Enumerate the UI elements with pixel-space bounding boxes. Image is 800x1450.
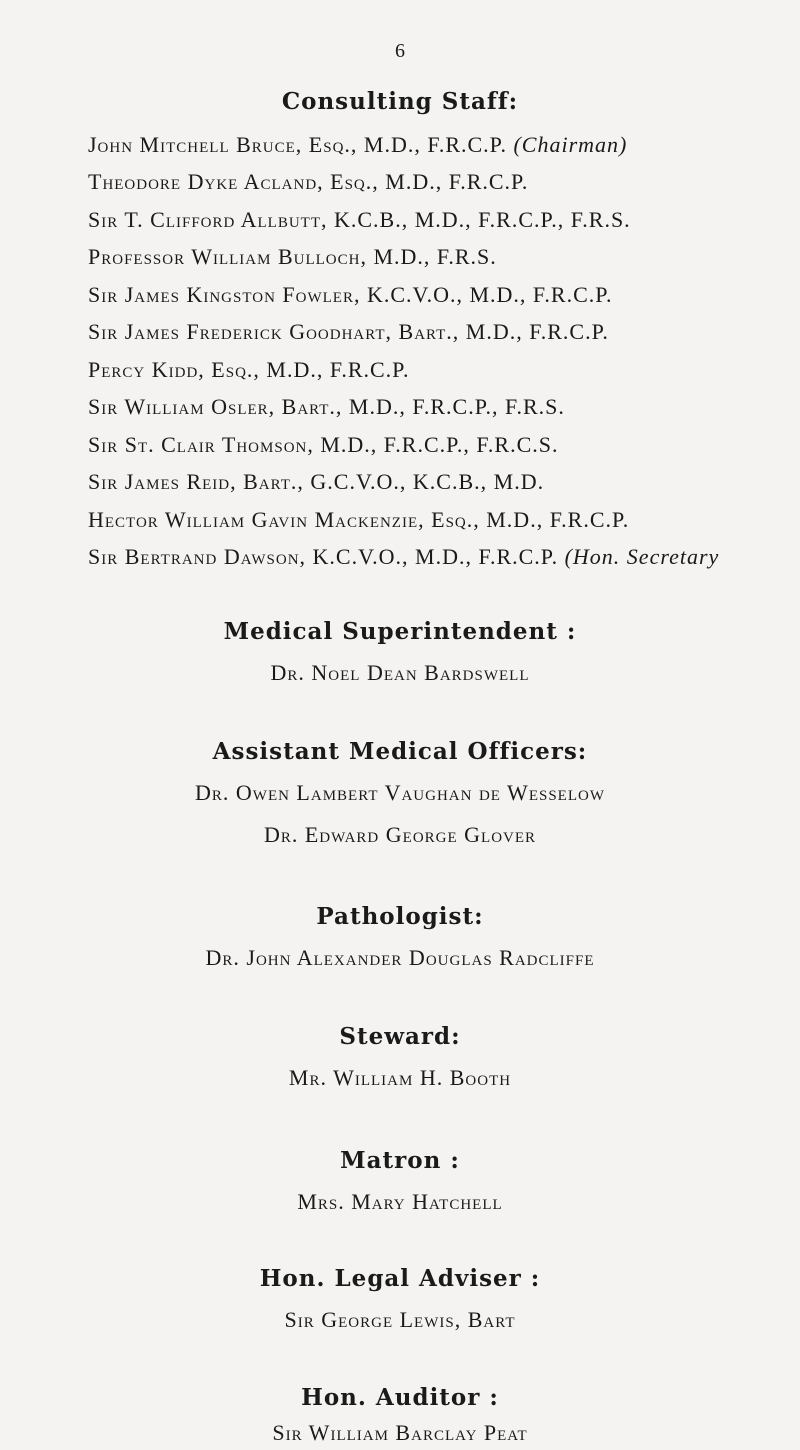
consulting-member: Sir St. Clair Thomson, M.D., F.R.C.P., F.R.C.S. <box>88 432 559 457</box>
steward-heading: Steward: <box>339 1023 461 1050</box>
chairman-note: (Chairman) <box>513 132 628 157</box>
consulting-member: Sir James Frederick Goodhart, Bart., M.D., F.R.C.P. <box>88 319 609 344</box>
secretary-note: (Hon. Secretary <box>564 544 720 569</box>
assistant-officers-heading: Assistant Medical Officers: <box>212 738 588 765</box>
consulting-member: Hector William Gavin Mackenzie, Esq., M.D., F.R.C.P. <box>88 507 630 532</box>
assistant-officer-name: Dr. Edward George Glover <box>263 822 537 847</box>
legal-adviser-heading: Hon. Legal Adviser : <box>259 1265 541 1292</box>
consulting-member: John Mitchell Bruce, Esq., M.D., F.R.C.P. (Chairman) <box>88 132 628 157</box>
auditor-name: Sir William Barclay Peat <box>272 1420 528 1445</box>
consulting-staff-heading: Consulting Staff: <box>281 88 519 115</box>
assistant-officer-name: Dr. Owen Lambert Vaughan de Wesselow <box>195 780 605 805</box>
consulting-member: Sir Bertrand Dawson, K.C.V.O., M.D., F.R.C.P. (Hon. Secretary <box>88 544 720 569</box>
steward-name: Mr. William H. Booth <box>288 1065 512 1090</box>
page-number: 6 <box>395 40 405 62</box>
matron-name: Mrs. Mary Hatchell <box>297 1189 503 1214</box>
pathologist-heading: Pathologist: <box>316 903 484 930</box>
medical-superintendent-heading: Medical Superintendent : <box>223 618 577 645</box>
medical-superintendent-name: Dr. Noel Dean Bardswell <box>270 660 530 685</box>
consulting-member: Sir William Osler, Bart., M.D., F.R.C.P., F.R.S. <box>88 394 565 419</box>
matron-heading: Matron : <box>340 1147 460 1174</box>
pathologist-name: Dr. John Alexander Douglas Radcliffe <box>205 945 595 970</box>
consulting-member: Sir James Kingston Fowler, K.C.V.O., M.D., F.R.C.P. <box>88 282 613 307</box>
consulting-member: Theodore Dyke Acland, Esq., M.D., F.R.C.P. <box>88 169 529 194</box>
consulting-member: Percy Kidd, Esq., M.D., F.R.C.P. <box>88 357 410 382</box>
consulting-member: Professor William Bulloch, M.D., F.R.S. <box>88 244 497 269</box>
consulting-member: Sir T. Clifford Allbutt, K.C.B., M.D., F.R.C.P., F.R.S. <box>88 207 631 232</box>
legal-adviser-name: Sir George Lewis, Bart <box>284 1307 516 1332</box>
consulting-member: Sir James Reid, Bart., G.C.V.O., K.C.B., M.D. <box>88 469 545 494</box>
auditor-heading: Hon. Auditor : <box>301 1384 499 1411</box>
